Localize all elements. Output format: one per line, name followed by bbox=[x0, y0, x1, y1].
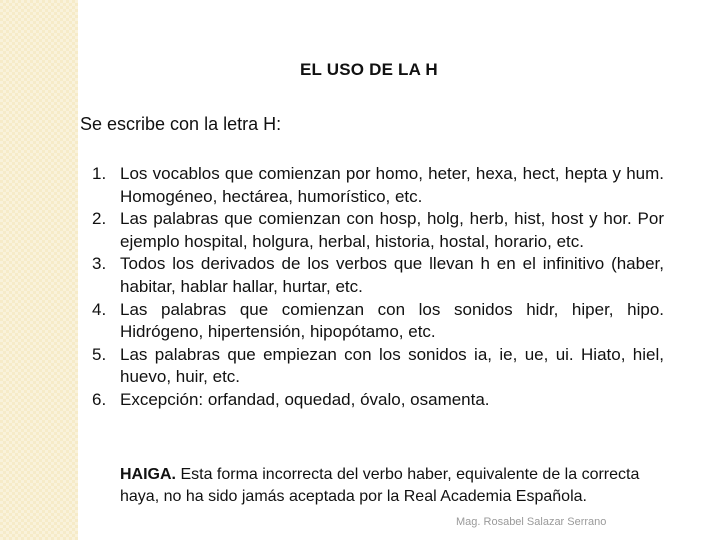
intro-text: Se escribe con la letra H: bbox=[80, 114, 282, 134]
list-item bbox=[92, 389, 664, 412]
list-item-number: 3. bbox=[92, 254, 107, 274]
author-credit: Mag. Rosabel Salazar Serrano bbox=[456, 516, 607, 528]
list-item bbox=[92, 253, 664, 298]
decorative-side-strip bbox=[0, 0, 78, 540]
list-item-text: Las palabras que comienzan con hosp, holg, herb, hist, host y hor. Por ejemplo hospital, holgura, herbal, historia, hostal, horario, etc. bbox=[120, 209, 664, 251]
list-item-text: Excepción: orfandad, oquedad, óvalo, osamenta. bbox=[120, 389, 490, 409]
list-item-number: 5. bbox=[92, 344, 107, 364]
list-item bbox=[92, 299, 664, 344]
list-item-number: 6. bbox=[92, 389, 107, 409]
list-item-number: 1. bbox=[92, 164, 107, 183]
note-text: Esta forma incorrecta del verbo haber, equivalente de la correcta haya, no ha sido jamás aceptada por la Real Academia Española. bbox=[120, 466, 640, 505]
list-item-text: Las palabras que comienzan con los sonidos hidr, hiper, hipo. Hidrógeno, hipertensión, hipopótamo, etc. bbox=[120, 299, 664, 342]
list-item-text: Todos los derivados de los verbos que llevan h en el infinitivo (haber, habitar, hablar hallar, hurtar, etc. bbox=[120, 254, 664, 296]
note-keyword: HAIGA. bbox=[120, 466, 176, 483]
page-title: EL USO DE LA H bbox=[300, 60, 438, 79]
rules-list bbox=[92, 163, 664, 412]
list-item-number: 4. bbox=[92, 299, 107, 319]
list-item bbox=[92, 344, 664, 389]
list-item-text: Las palabras que empiezan con los sonidos ia, ie, ue, ui. Hiato, hiel, huevo, huir, etc. bbox=[120, 344, 664, 387]
haiga-note bbox=[120, 464, 640, 508]
list-item bbox=[92, 163, 664, 208]
list-item-number: 2. bbox=[92, 209, 107, 229]
list-item bbox=[92, 208, 664, 253]
list-item-text: Los vocablos que comienzan por homo, heter, hexa, hect, hepta y hum. Homogéneo, hectárea, humorístico, etc. bbox=[120, 164, 664, 206]
